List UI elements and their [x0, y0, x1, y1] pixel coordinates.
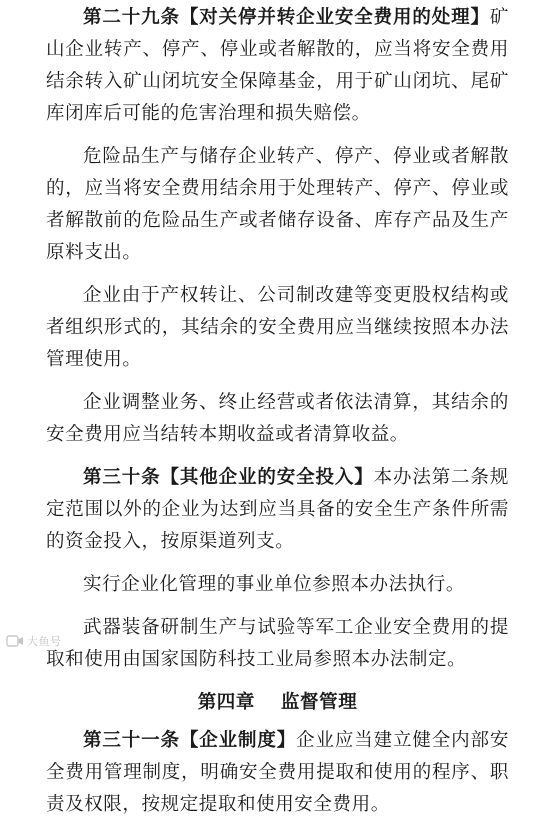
paragraph-body: 实行企业化管理的事业单位参照本办法执行。: [83, 574, 466, 595]
paragraph-body: 企业调整业务、终止经营或者依法清算，其结余的安全费用应当结转本期收益或者清算收益。: [46, 392, 509, 445]
paragraph-public-institutions: [46, 569, 509, 601]
article-30-paragraph: [46, 462, 509, 558]
chapter-number: 第四章: [197, 692, 255, 713]
article-heading: 【对关停并转企业安全费用的处理】: [179, 7, 490, 28]
paragraph-body: 企业由于产权转让、公司制改建等变更股权结构或者组织形式的，其结余的安全费用应当继续按照本办法管理使用。: [46, 285, 509, 370]
paragraph-military-industry: [46, 612, 509, 676]
watermark: [6, 633, 62, 649]
article-31-paragraph: [46, 725, 509, 821]
chapter-title: 监督管理: [280, 692, 358, 713]
video-logo-icon: [6, 634, 24, 648]
paragraph-hazardous-goods: [46, 141, 509, 269]
article-heading: 【其他企业的安全投入】: [160, 467, 374, 488]
article-29-paragraph: [46, 2, 509, 130]
article-number: 第三十条: [83, 467, 161, 488]
paragraph-body: 危险品生产与储存企业转产、停产、停业或者解散的，应当将安全费用结余用于处理转产、停产、停业或者解散前的危险品生产或者储存设备、库存产品及生产原料支出。: [46, 146, 509, 263]
paragraph-liquidation: [46, 387, 509, 451]
article-number: 第三十一条: [83, 730, 180, 751]
article-body: 矿山企业转产、停产、停业或者解散的，应当将安全费用结余转入矿山闭坑安全保障基金，用于矿山闭坑、尾矿库闭库后可能的危害治理和损失赔偿。: [46, 7, 509, 124]
article-body: 本办法第二条规定范围以外的企业为达到应当具备的安全生产条件所需的资金投入，按原渠道列支。: [46, 467, 510, 552]
article-body: 企业应当建立健全内部安全费用管理制度，明确安全费用提取和使用的程序、职责及权限，按规定提取和使用安全费用。: [46, 730, 509, 815]
article-number: 第二十九条: [83, 7, 180, 28]
chapter-heading: [46, 687, 509, 719]
article-heading: 【企业制度】: [179, 730, 297, 751]
paragraph-ownership-change: [46, 280, 509, 376]
paragraph-body: 武器装备研制生产与试验等军工企业安全费用的提取和使用由国家国防科技工业局参照本办法制定。: [46, 617, 509, 670]
watermark-text: 大鱼号: [27, 635, 62, 648]
